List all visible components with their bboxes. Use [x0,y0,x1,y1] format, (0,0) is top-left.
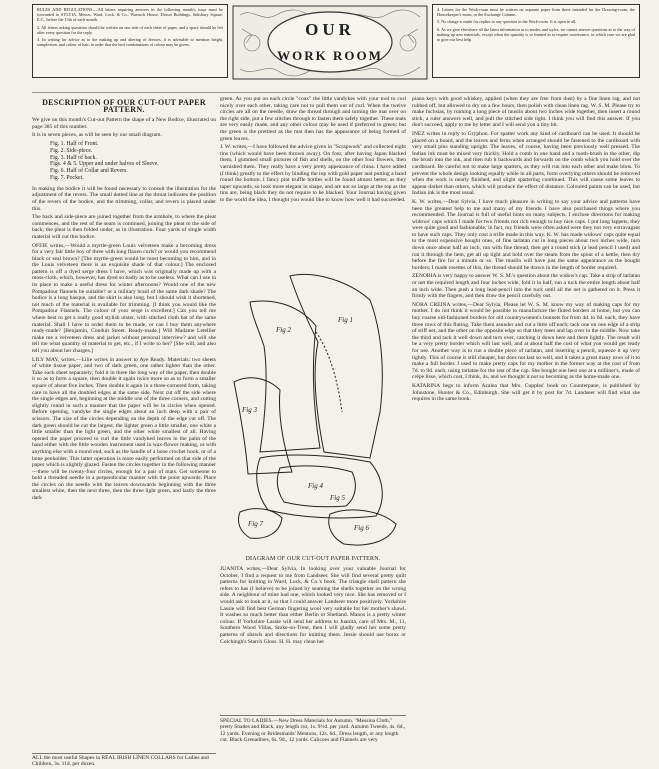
fig-label: Fig 3 [242,406,257,414]
rules-box-right [432,4,640,78]
intro-text: It is in seven pieces, as will be seen by our small diagram. [32,132,162,139]
body-paragraph: K. W. writes,—Dear Sylvia, I have much pleasure in writing to say your advice and patterns have been the greatest help to me and many of my friends. I have also purchased things where you recommended. The Journal is full of useful hints on many subjects. I enclose directions for making widows' caps which I made for two friends not rich enough to buy nice caps. I put long lappets, they were quite good and fashionable; in fact, my friends were often asked were they not very extravagant to have such caps. They only cost a trifle made in this way. K. W. has made widows' caps quite equal to the most expensive bought ones, of fine tarlatan cut in long pieces about two inches wide, turn down once about half an inch, run with fine thread, then get a round stick (a lead pencil I used) and run it through the hem, get all up tight and hold over the steam from the spout of a kettle, then dry before the fire for a minute or so. The muslin will have just the same appearance as the bought borders; I made rosettes of this, the thread should be drawn in the length of border required. [412,198,640,271]
fig-item: Fig. 2. Side-piece. [50,147,93,154]
body-paragraph: J. W. writes,—I have followed the advice given in "Scrapwork" and collected eight tins (which would have been thrown away). On four, after having Japan blacked them, I gummed small pictures of fish and shells, on the other four flowers, then varnished them. They really have a very pretty appearance of china. I have added (I think) greatly to the effect by binding the top with gold paper and putting a band round the bottom. I fancy pint truffle bottles will be found almost better, as they taper upwards, so look more elegant in shape, and are not so large at the top as the tins are, being black they do not require to be blacked. Your Journal having given to the world the idea, I thought you would like to know how well it had succeeded. [220,144,406,203]
column-2-lower [220,566,406,712]
logo-top-text: OUR [305,20,355,39]
body-paragraph: green. As you put on each circle "coax" the little vandykes with your tool to curl nicely over each other, taking care not to pull them out of curl. When the twelve circles are all on the needle, draw the thread through and turning the mat over on the right side, put a few stitches through to fasten them safely together. These mats are very easily made, and any other colour may be used if preferred to green; but the green is the prettiest as the mat then has the appearance of being formed of green leaves. [220,96,406,142]
special-to-ladies-ad: SPECIAL TO LADIES.—New Dress Materials for Autumn. "Messina Cloth," pretty Shades and Black, any length cut, 1s. 9½d. per yard. Autumn Tweeds, 4s. 6d., 12 yards. Evening or Bridesmaids' Mentons, 12s. 6d., Dress length, or any length cut. Black Grenadines, 6s. 9d., 12 yards. Calicoes and Flannels are very [220,715,406,743]
column-1 [32,96,216,756]
fig-item: Fig. 1. Half of Front. [50,140,99,147]
fig-1-piece [290,274,382,458]
rule-text: 3. In writing for advice as to the making up and altering of dresses, it is advisable to mention height, complexion, and colour of hair, in order that the best combinations of colour may be given. [37,37,223,48]
rule-text: 4. Letters for the Work-room must be written on separate paper from those intended for the Drawing-room, the Housekeeper's-room, or the Exchange Column. [437,7,635,18]
pattern-diagram [220,262,406,554]
fig-list [50,141,216,182]
column-2 [220,96,406,262]
our-work-room-logo [232,5,428,80]
fig-label: Fig 7 [248,520,263,528]
body-paragraph: In making the bodice it will be found necessary to consult the illustration for the adjustment of the revers. The small dotted line at the throat indicates the position of the revers of the bodice, and the trimming, collar, and revers is placed under this. [32,185,216,212]
fig-item: Fig. 7. Pocket. [50,174,84,181]
body-paragraph: KATARINA begs to inform Azalea that Mrs. Cupples' book on Counterpane, is published by Johnstone, Hunter & Co., Edinburgh. She will get it by post for 7d. Landseer will find what she requires in the same book. [412,382,640,403]
rule-text: RULES AND REGULATIONS.—All letters requiring answers in the following month's issue must be forwarded to SYLVIA, Messrs. Ward, Lock, & Co., Warwick House, Dorset Buildings, Salisbury Square, E.C., before the 15th of each month. [37,7,223,23]
rule-text: 2. All letters asking questions should be written on one side of each sheet of paper, and a space should be left after every question for the reply. [37,24,223,35]
column-3 [412,96,640,764]
rules-box [32,4,228,78]
body-paragraph: JUANITA writes,—Dear Sylvia, In looking over your valuable Journal for October, I find a request to me from Landseer. She will find several pretty quilt patterns for knitting in Ward, Lock, & Co.'s book. The triangle shell pattern she refers to has (I believe) to be joined by seaming the shells together on the wrong side. A neighbour of mine had one, which looked very nice. She has removed or I would ask to look at it, so that I could answer Landseer more positively. Yorkshire Lassie will find best German fingering wool very suitable for her mother's shawl. It washes so much better than either Berlin or Shetland. Manos is a pretty winter colour. If Yorkshire Lassie will send her address to Juanita, care of Mrs. M., 11, Southern Wood Villas, Stoke-on-Trent, then I will gladly send her some pretty patterns of shawls and directions for knitting them. Jessie should use borax or Colchingh's Starch Gloss. H. H. may clean her [220,566,406,645]
body-paragraph: OFFIE writes,—Would a myrtle-green Louis velveteen make a becoming dress for a very fair little boy of three with long flaxen curls? or would you recommend black or seal brown? [The myrtle-green would be most becoming to him, and in the Louis velveteen there is an exquisite shade of that colour.] The enclosed pattern is off a dyed serge dress I have, which was originally made up with a moss-cloth, which, however, has dyed so badly as to be useless. What can I use in its place to make a useful dress for winter afternoons? Would one of the new Pompadour flannels be suitable? or a military braid of the same dark shade? The bodice is a long basque, and the skirt is also long, but I should wish it shortened, not much of the material is available for trimming. [I think you would like the Pompadour Flannels. The colour of your serge is excellent.] Can you tell me where best to get a really good stylish ulster, with stitched cloth hat of the same material. Shall I have to order them to be made, or can I buy them anywhere ready-made? [Benjamin, Conduit Street. Ready-made.] Will Madame Letellier make me a velveteen dress and jacket without personal interview? and will she tell me what quantity of material to get, etc., if I write to her? [She will, and also tell you about her charges.] [32,242,216,354]
diagram-caption: DIAGRAM OF OUR CUT-OUT PAPER PATTERN. [245,556,381,562]
fig-item: Fig. 3. Half of back. [50,154,97,161]
intro-text: We give on this month's Cut-out Pattern the shape of a New Bodice, illustrated on page 385 of this number. [32,117,216,130]
fig-item: Fig. 6. Half of Collar and Revers. [50,168,128,175]
fig-label: Fig 4 [308,482,323,490]
fig-label: Fig 6 [354,524,369,532]
body-paragraph: LILY MAY, writes.—Lilie writes in answer to Aye Ready. Materials: two sheets of white tissue paper, and two of dark green, one rather lighter than the other. Take each sheet separately; fold it in three the long way of the paper, then double it so as to form a square, then double it again twice more so as to form a smaller square of about five inches. Then double it again in a three-cornered form, taking care to have all the doubled edges at the same side. Next cut off the side where the single edges are, beginning at the middle one of the three corners, and cutting slightly round in such a manner that the paper will be in circles when opened. Before opening, vandyke the single edges about an inch deep with a pair of scissors. The size of the circles depending on the depth of the edge cut off. The dark green should be cut the largest, the lighter green a little smaller, one white a little smaller than the light green, and the other white smallest of all. Having opened the paper proceed to curl the little vandyked leaves in the palm of the hand either with the little wooden instrument used in wax-flower making, or with anything else with a round end, such as the handle of a bone crochet hook, or of a bone penholder. This latter operation is more easily performed on that side of the paper which is slightly glazed. Fasten the circles together in the following manner—there will be twenty-four circles, enough for a pair of mats. Get someone to hold a threaded needle in a perpendicular manner with the point upwards. Place the circles on the needle with the leaves downwards beginning with the three smallest white, then the next three, then the three light green, and lastly the three dark [32,356,216,502]
header-divider [32,92,640,93]
article-title: DESCRIPTION OF OUR CUT-OUT PAPER PATTERN. [42,98,206,114]
body-paragraph: INEZ writes in reply to Gryphon. For spatter work any kind of cardboard can be used. It should be placed on a board, and the leaves and ferns when arranged should be fastened to the cardboard with very small pins standing upright. The leaves, of course, having been previously well pressed. The Indian ink must be mixed very thickly. Hold a comb in one hand and a tooth-brush in the other, dip the brush into the ink, and then rub it backwards and forwards on the comb which you hold over the cardboard. Be careful not to make large spatters, as they will run into each other and make blots. To prevent the whole design looking equally white in all parts, form overlying others should be removed when the work is nearly finished, and slight spattering continued. This will cause some leaves to appear darker than others, which will produce the effect of distance. Coloured paints can be used, but Indian ink is the most usual. [412,130,640,197]
irish-linen-ad: ALL the most useful Shapes in REAL IRISH LINEN COLLARS for Ladies and Children, 3s. 11d. per dozen. [32,753,216,767]
logo-bottom-text: WORK ROOM [277,48,383,63]
body-paragraph: ZENOBIA is very happy to answer W. S. M.'s question about the widow's cap. Take a strip of tarlatan or net the required length and four inches wide, fold it in half, run a tuck the entire length about half an inch wide. Then push a long lead-pencil into the tuck until all the net is gathered on it. Press it firmly with the fingers, and then draw the pencil carefully out. [412,273,640,300]
body-paragraph: piano keys with good whiskey, applied (when they are free from dust) by a fine linen rag, and not rubbed off, but allowed to dry on a few hours, then polish with clean linen rag. W. S. M. Please try to make fuchsias, by running a long piece of muslin about two inches wide together, then insert a round stick, a ruler answers well, and pull the stitched side tight. I think you will find this answer. If you don't succeed, apply to me by letter and I will send you a tiny bit. [412,96,640,129]
fig-label: Fig 2 [276,326,291,334]
body-paragraph: The back and side-piece are joined together from the armhole, to where the pleat commences, and the rest of the seam is continued, joining the pleat to the side of back; the pleat is then folded under, as in illustration. Four yards of single width material will cut this bodice. [32,214,216,240]
fig-label: Fig 1 [338,316,353,324]
body-paragraph: NORA CREINA writes,—Dear Sylvia, Please let W. S. M. know my way of making caps for my mother. I do not think it would be possible to manufacture the fluted borders at home, but you can buy coarse old-fashioned borders for old countrywomen's bonnets for from 4d. to 6d. each, they have three rows of this fluting. Take them asunder and cut a little off each; tack one on one edge of a strip of stiff net, and the other on the opposite edge so that they meet and lap over in the middle. Now take the third and tack it well down and turn over, catching it down here and there lightly. The result will be a very pretty border which will last well, and at about half the cost of what you would get ready for use. Another way is to run a double piece of tarlatan, and inserting a pencil, squeeze it up very tightly. This of course is still cheaper, but does not last so well, and it takes a great many rows of it to make a full border. I used to make pretty caps for my mother in the former way at the cost of from 7d. to 9d. each, using tarlatan for the rest of the cap. She bought one best one at a milliner's, made of crêpe lisse, which cost, I think, 4s, and we thought it not so becoming as the home-made one. [412,301,640,381]
fig-label: Fig 5 [330,494,345,502]
fig-item: Figs. 4 & 5. Upper and under halves of Sleeve. [50,161,159,168]
rule-text: 5. No charge is made for replies to any question in the Work-room. It is open to all. [437,19,577,25]
rule-text: 6. As we give elsewhere all the latest information as to modes and styles, we cannot answer questions as to the way of making up new materials, except when the quantity is so limited as to require contrivance, in which case we are glad to give our best help. [437,26,635,43]
